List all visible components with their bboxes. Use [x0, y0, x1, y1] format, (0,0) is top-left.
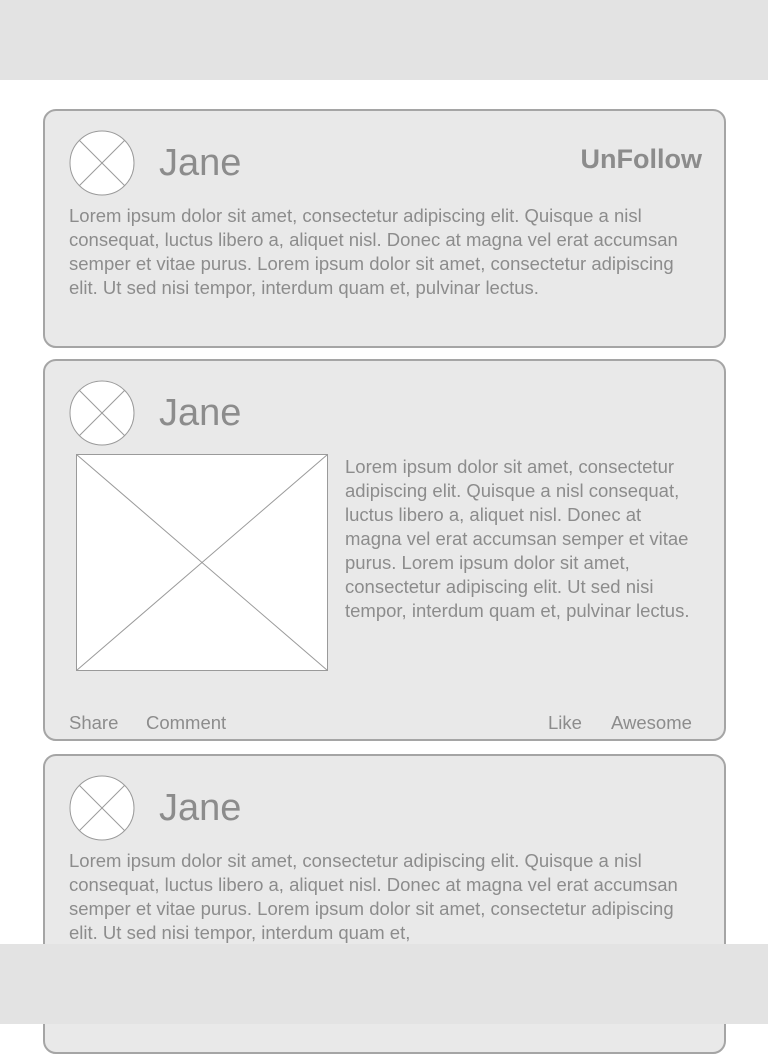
bottom-bar [0, 944, 768, 1024]
post-card [43, 109, 726, 348]
avatar-placeholder-icon[interactable] [69, 380, 135, 446]
post-body-text: Lorem ipsum dolor sit amet, consectetur adipiscing elit. Quisque a nisl consequat, luctus libero a, aliquet nisl. Donec at magna vel erat accumsan semper et vitae purus. Lorem ipsum dolor sit amet, consectetur adipiscing elit. Ut sed nisi tempor, interdum quam et, pulvinar lectus. [345, 456, 690, 621]
unfollow-button[interactable]: UnFollow [580, 144, 702, 174]
like-button[interactable]: Like [548, 712, 582, 733]
post-card [43, 359, 726, 741]
post-author-name[interactable]: Jane [159, 142, 242, 184]
comment-button[interactable]: Comment [146, 712, 227, 733]
post-author-name[interactable]: Jane [159, 392, 242, 434]
top-bar [0, 0, 768, 80]
post-author-name[interactable]: Jane [159, 787, 242, 829]
post-body-text: Lorem ipsum dolor sit amet, consectetur adipiscing elit. Quisque a nisl consequat, luctus libero a, aliquet nisl. Donec at magna vel erat accumsan semper et vitae purus. Lorem ipsum dolor sit amet, consectetur adipiscing elit. Ut sed nisi tempor, interdum quam et, pulvinar lectus. [69, 205, 678, 298]
share-button[interactable]: Share [69, 712, 119, 733]
avatar-placeholder-icon[interactable] [69, 775, 135, 841]
post-body-text: Lorem ipsum dolor sit amet, consectetur adipiscing elit. Quisque a nisl consequat, luctus libero a, aliquet nisl. Donec at magna vel erat accumsan semper et vitae purus. Lorem ipsum dolor sit amet, consectetur adipiscing elit. Ut sed nisi tempor, interdum quam et, [69, 850, 678, 943]
image-placeholder-icon[interactable] [76, 454, 328, 671]
avatar-placeholder-icon[interactable] [69, 130, 135, 196]
awesome-button[interactable]: Awesome [611, 712, 692, 733]
